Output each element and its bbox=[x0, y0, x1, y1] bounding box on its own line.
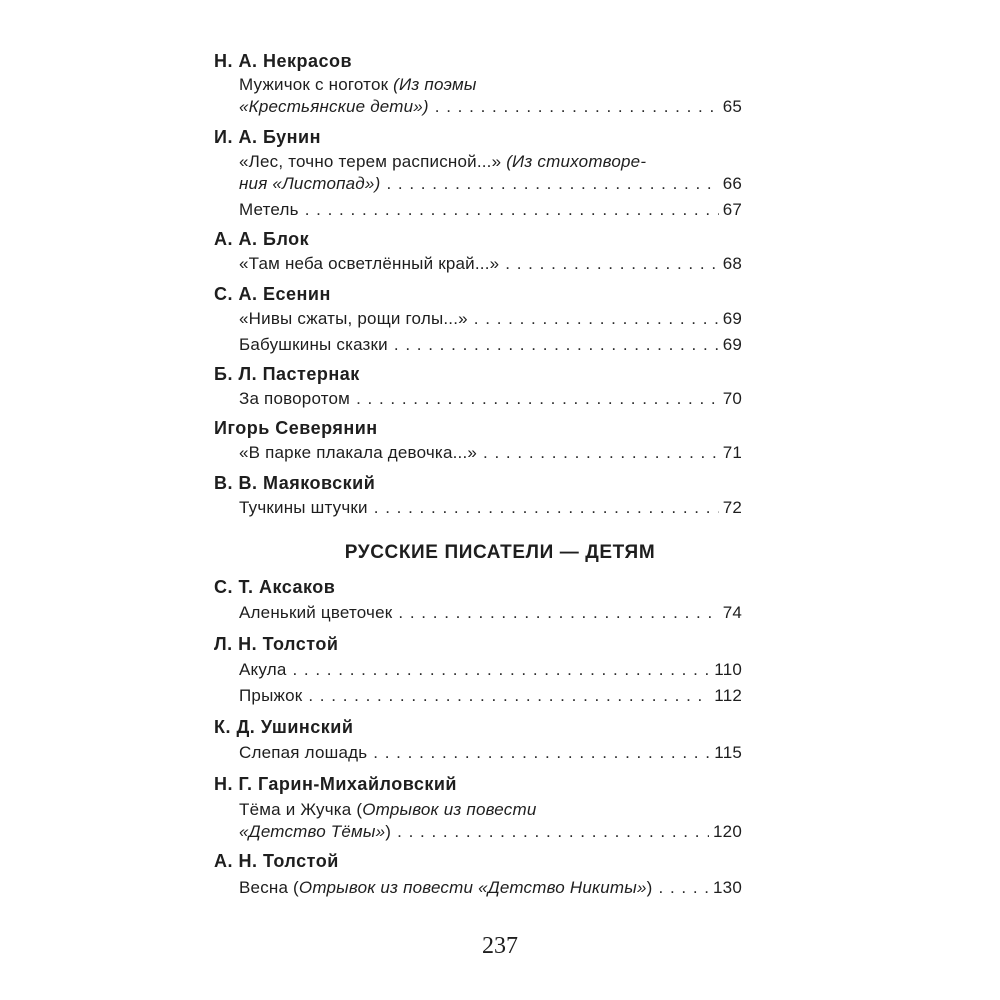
author-an-tolstoy: А. Н. Толстой bbox=[214, 851, 339, 871]
page-ref: 110 bbox=[714, 660, 742, 679]
page-ref: 65 bbox=[722, 97, 742, 116]
author-nekrasov: Н. А. Некрасов bbox=[214, 51, 353, 71]
author-mayakovsky: В. В. Маяковский bbox=[214, 473, 376, 493]
author-garin-mikhailovsky: Н. Г. Гарин-Михайловский bbox=[214, 774, 457, 794]
page-ref: 115 bbox=[714, 743, 742, 762]
author-ln-tolstoy: Л. Н. Толстой bbox=[214, 634, 339, 654]
toc-entry-slepaya-loshad[interactable]: Слепая лошадь . . . 115 bbox=[239, 742, 742, 764]
author-severyanin: Игорь Северянин bbox=[214, 418, 378, 438]
page-ref: 69 bbox=[722, 335, 742, 354]
toc-entry-nivy-szhaty[interactable]: «Нивы сжаты, рощи голы...» . . . 69 bbox=[239, 308, 742, 330]
page-ref: 71 bbox=[722, 443, 742, 462]
toc-entry-za-povorotom[interactable]: За поворотом . . . 70 bbox=[239, 388, 742, 410]
toc-entry-metel[interactable]: Метель . . . 67 bbox=[239, 199, 742, 221]
author-aksakov: С. Т. Аксаков bbox=[214, 577, 336, 597]
page-ref: 112 bbox=[714, 686, 742, 705]
page-ref: 68 bbox=[722, 254, 742, 273]
author-pasternak: Б. Л. Пастернак bbox=[214, 364, 360, 384]
page-ref: 120 bbox=[713, 822, 742, 841]
toc-entry-tam-neba[interactable]: «Там неба осветлённый край...» . . . 68 bbox=[239, 253, 742, 275]
author-bunin: И. А. Бунин bbox=[214, 127, 321, 147]
toc-entry-babushkiny-skazki[interactable]: Бабушкины сказки . . . 69 bbox=[239, 334, 742, 356]
page-ref: 72 bbox=[722, 498, 742, 517]
toc-entry-les-tochno-terem[interactable]: «Лес, точно терем расписной...» (Из стихотворе- ния «Листопад») . . . 66 bbox=[239, 151, 742, 195]
page-number: 237 bbox=[482, 933, 518, 959]
toc-entry-tuchkiny-shtuchki[interactable]: Тучкины штучки . . . 72 bbox=[239, 497, 742, 519]
toc-entry-vesna[interactable]: Весна (Отрывок из повести «Детство Никиты») . . . 130 bbox=[239, 877, 742, 899]
toc-entry-tyoma-i-zhuchka[interactable]: Тёма и Жучка (Отрывок из повести «Детство Тёмы») . . . 120 bbox=[239, 799, 742, 843]
author-ushinsky: К. Д. Ушинский bbox=[214, 717, 354, 737]
page-ref: 130 bbox=[713, 878, 742, 897]
page-ref: 69 bbox=[722, 309, 742, 328]
toc-entry-v-parke[interactable]: «В парке плакала девочка...» . . . 71 bbox=[239, 442, 742, 464]
toc-entry-alenkiy-tsvetochek[interactable]: Аленький цветочек . . . 74 bbox=[239, 602, 742, 624]
section-title: РУССКИЕ ПИСАТЕЛИ — ДЕТЯМ bbox=[344, 542, 656, 563]
author-blok: А. А. Блок bbox=[214, 229, 310, 249]
page-ref: 66 bbox=[722, 174, 742, 193]
toc-entry-akula[interactable]: Акула . . . 110 bbox=[239, 659, 742, 681]
page-ref: 74 bbox=[722, 603, 742, 622]
toc-entry-pryzhok[interactable]: Прыжок . . . 112 bbox=[239, 685, 742, 707]
author-esenin: С. А. Есенин bbox=[214, 284, 331, 304]
toc-entry-muzhichok[interactable]: Мужичок с ноготок (Из поэмы «Крестьянские дети») . . . 65 bbox=[239, 74, 742, 118]
page-ref: 70 bbox=[722, 389, 742, 408]
page-ref: 67 bbox=[722, 200, 742, 219]
